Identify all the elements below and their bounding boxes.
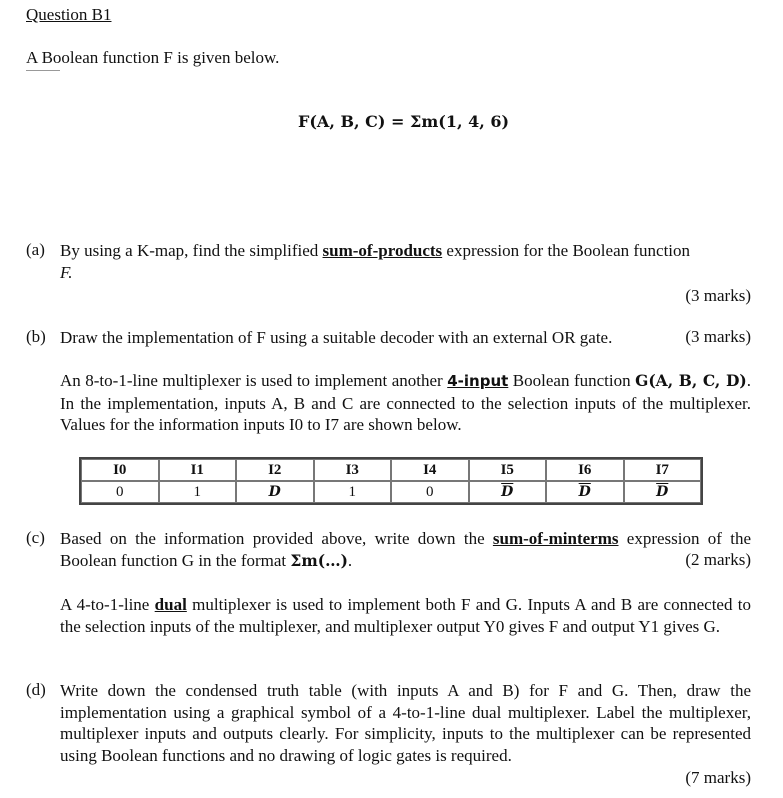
part-c-bold: sum-of-minterms xyxy=(492,529,619,548)
part-c-marks: (2 marks) xyxy=(685,550,751,569)
question-title: Question B1 xyxy=(26,5,112,24)
table-header-cell: I5 xyxy=(469,459,547,481)
mux-text-3: . In the implementation, inputs A, B and C are connected to the selection inputs of the multiplexer. Values for the information inputs I0 to I7 are shown below. xyxy=(60,371,751,434)
part-d-text: Write down the condensed truth table (with inputs A and B) for F and G. Then, draw the implementation using a graphical symbol of a 4-to-1-line dual multiplexer. Label the multiplexer, multiplexer inputs and outputs clearly. For simplicity, inputs to the multiplexer can be represented using Boolean functions and no drawing of logic gates is required. xyxy=(60,681,751,765)
mux-text-1: An 8-to-1-line multiplexer is used to implement another xyxy=(60,371,448,390)
table-value-cell-complement: $\overline{D}$ xyxy=(624,481,702,503)
table-value-row xyxy=(81,481,701,503)
part-b-marks: (3 marks) xyxy=(685,327,751,346)
table-header-cell: I4 xyxy=(391,459,469,481)
table-header-cell: I3 xyxy=(314,459,392,481)
mux-input-table xyxy=(79,457,703,505)
table-header-cell: I0 xyxy=(81,459,159,481)
intro-text: A Boolean function F is given below. xyxy=(26,48,280,67)
table-value-cell-complement: $\overline{D}$ xyxy=(469,481,547,503)
table-value-cell: D xyxy=(236,481,314,503)
part-c-text xyxy=(60,528,751,571)
part-a-bold: sum-of-products xyxy=(322,241,443,260)
part-a-marks: (3 marks) xyxy=(685,286,751,305)
table-value-cell: 1 xyxy=(159,481,237,503)
table-header-cell: I1 xyxy=(159,459,237,481)
part-a-text-1: By using a K-map, find the simplified xyxy=(60,241,323,260)
part-a-text xyxy=(60,240,751,283)
mux-paragraph xyxy=(60,370,751,436)
part-a-text-3: F. xyxy=(60,262,73,282)
part-a-text-2: expression for the Boolean function xyxy=(442,241,691,260)
part-b-text: Draw the implementation of F using a suitable decoder with an external OR gate. xyxy=(60,328,613,347)
dual-mux-paragraph xyxy=(60,594,751,637)
part-d-marks: (7 marks) xyxy=(685,768,751,787)
table-value-cell-complement: $\overline{D}$ xyxy=(546,481,624,503)
part-d-label: (d) xyxy=(26,680,46,699)
mux-func: G(A, B, C, D) xyxy=(635,371,747,390)
table-header-cell: I2 xyxy=(236,459,314,481)
mux-bold: 4-input xyxy=(447,372,509,390)
table-value-cell: 0 xyxy=(81,481,159,503)
part-c-label: (c) xyxy=(26,528,45,547)
table-header-cell: I6 xyxy=(546,459,624,481)
part-c-text-1: Based on the information provided above, write down the xyxy=(60,529,493,548)
function-formula: F(A, B, C) = Σm(1, 4, 6) xyxy=(298,112,510,131)
table-header-cell: I7 xyxy=(624,459,702,481)
table-value-cell: 1 xyxy=(314,481,392,503)
mux-text-2: Boolean function xyxy=(508,371,636,390)
dual-text-1: A 4-to-1-line xyxy=(60,595,155,614)
dual-bold: dual xyxy=(154,595,187,614)
table-header-row xyxy=(81,459,701,481)
part-a-label: (a) xyxy=(26,240,45,259)
part-c-text-2: expression of the Boolean function G in the format xyxy=(60,529,751,570)
part-c-format: Σm(…) xyxy=(290,550,348,570)
table-value-cell: 0 xyxy=(391,481,469,503)
part-c-text-3: . xyxy=(347,550,353,570)
dual-text-2: multiplexer is used to implement both F and G. Inputs A and B are connected to the selection inputs of the multiplexer, and multiplexer output Y0 gives F and output Y1 gives G. xyxy=(60,595,751,636)
divider-mark xyxy=(26,70,60,72)
part-b-label: (b) xyxy=(26,327,46,346)
